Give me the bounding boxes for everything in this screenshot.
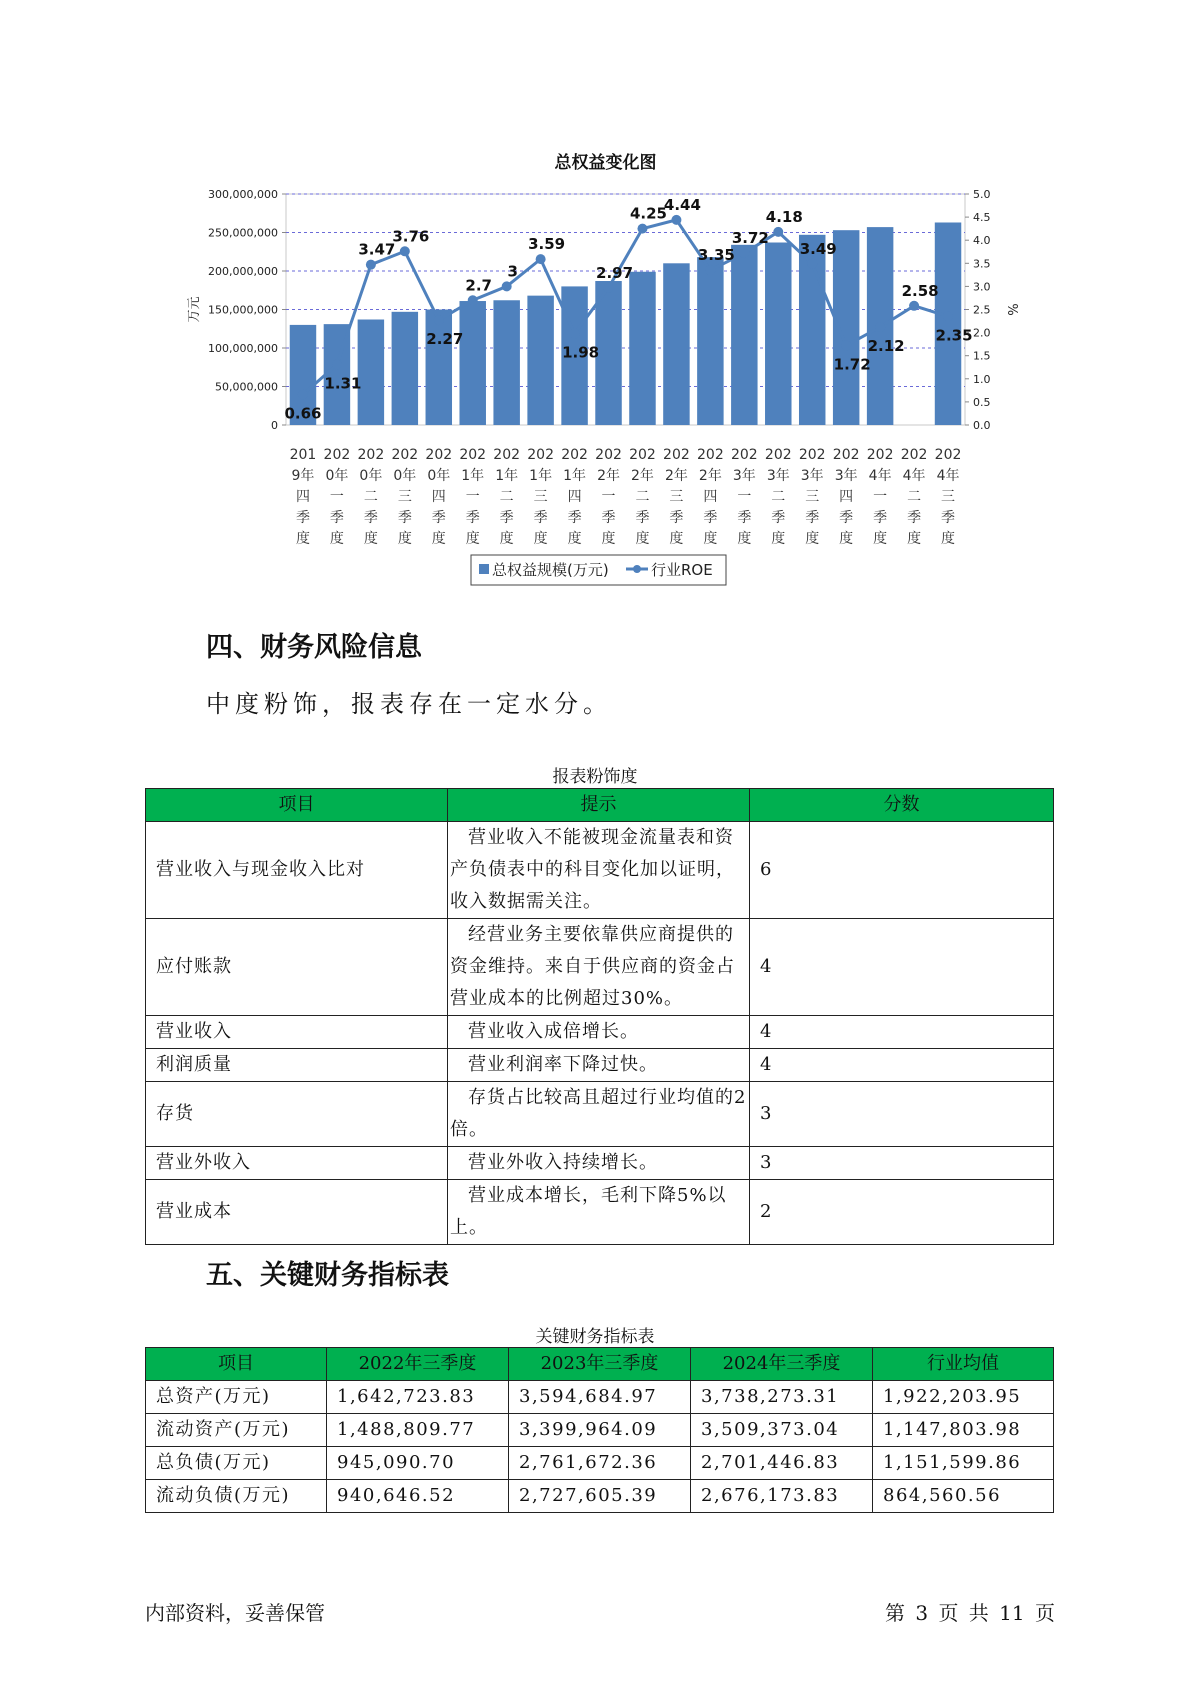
roe-point (671, 215, 681, 225)
kpi-cell: 2,701,446.83 (691, 1447, 873, 1480)
roe-data-label: 2.12 (867, 337, 905, 356)
kpi-header: 行业均值 (873, 1348, 1054, 1381)
y2-tick-label: 0.0 (973, 419, 991, 432)
roe-data-label: 3.47 (358, 240, 396, 259)
roe-data-label: 3.35 (697, 246, 735, 265)
risk-item: 营业外收入 (146, 1147, 448, 1180)
roe-point (468, 295, 478, 305)
roe-point (536, 254, 546, 264)
kpi-cell: 1,147,803.98 (873, 1414, 1054, 1447)
roe-point (943, 311, 953, 321)
roe-data-label: 3.49 (799, 239, 837, 258)
kpi-cell: 864,560.56 (873, 1480, 1054, 1513)
y-tick-label: 100,000,000 (208, 342, 278, 355)
table-row (146, 1147, 1054, 1180)
kpi-cell: 945,090.70 (327, 1447, 509, 1480)
y2-tick-label: 4.5 (973, 211, 991, 225)
table-row (146, 1049, 1054, 1082)
roe-point (909, 301, 919, 311)
risk-hint: 营业外收入持续增长。 (448, 1147, 750, 1180)
bar (731, 245, 757, 425)
risk-table-caption: 报表粉饰度 (552, 767, 638, 787)
kpi-cell: 3,509,373.04 (691, 1414, 873, 1447)
x-tick-label: 202 4年二季度 (900, 447, 928, 547)
risk-hint: 营业收入成倍增长。 (448, 1016, 750, 1049)
x-tick-label: 202 4年一季度 (866, 447, 894, 547)
table-row (146, 1414, 1054, 1447)
risk-hint: 经营业务主要依靠供应商提供的资金维持。来自于供应商的资金占营业成本的比例超过30%。 (448, 919, 750, 1016)
roe-data-label: 3 (507, 262, 518, 281)
roe-data-label: 4.25 (629, 204, 667, 223)
risk-score: 4 (750, 1049, 1054, 1082)
roe-data-label: 3.76 (392, 227, 430, 246)
y-tick-label: 300,000,000 (208, 188, 278, 201)
bar (663, 263, 689, 425)
x-tick-label: 202 0年四季度 (425, 447, 453, 547)
roe-data-label: 3.72 (731, 229, 769, 248)
risk-score: 4 (750, 1016, 1054, 1049)
footer-confidential-note: 内部资料，妥善保管 (145, 1601, 325, 1625)
kpi-cell: 3,594,684.97 (509, 1381, 691, 1414)
risk-score: 4 (750, 919, 1054, 1016)
roe-data-label: 2.35 (935, 326, 973, 345)
y2-tick-label: 1.5 (973, 349, 991, 363)
y2-axis-label: % (1004, 303, 1019, 316)
table-row (146, 1016, 1054, 1049)
roe-point (875, 322, 885, 332)
x-tick-label: 202 0年三季度 (391, 447, 419, 547)
kpi-cell: 2,676,173.83 (691, 1480, 873, 1513)
legend-bar-label: 总权益规模(万元) (492, 561, 609, 579)
legend-line-marker (633, 565, 641, 573)
roe-data-label: 1.31 (324, 374, 362, 393)
chart-title: 总权益变化图 (554, 153, 657, 173)
roe-point (570, 329, 580, 339)
bar (358, 320, 384, 425)
kpi-cell: 流动资产(万元) (146, 1414, 327, 1447)
table-row (146, 1082, 1054, 1147)
x-tick-label: 202 2年二季度 (629, 447, 656, 547)
kpi-cell: 总负债(万元) (146, 1447, 327, 1480)
footer-page-number: 第 3 页 共 11 页 (885, 1601, 1055, 1625)
risk-header-hint: 提示 (448, 789, 750, 822)
kpi-header: 2023年三季度 (509, 1348, 691, 1381)
risk-hint: 营业成本增长，毛利下降5%以上。 (448, 1180, 750, 1245)
table-row (146, 1447, 1054, 1480)
risk-table-header-row (146, 789, 1054, 822)
y2-tick-label: 0.5 (973, 395, 991, 409)
x-tick-label: 202 1年一季度 (459, 447, 487, 547)
risk-score: 2 (750, 1180, 1054, 1245)
y2-tick-label: 2.5 (973, 303, 991, 317)
risk-item: 营业收入 (146, 1016, 448, 1049)
kpi-table (145, 1347, 1054, 1513)
kpi-table-caption: 关键财务指标表 (535, 1327, 655, 1347)
bar (426, 310, 452, 426)
legend-bar-swatch (479, 564, 489, 574)
y-tick-label: 150,000,000 (208, 303, 278, 317)
risk-item: 营业收入与现金收入比对 (146, 822, 448, 919)
kpi-section-heading: 五、关键财务指标表 (206, 1260, 449, 1291)
risk-table (145, 788, 1054, 1245)
roe-point (841, 341, 851, 351)
roe-point (604, 283, 614, 293)
risk-hint: 存货占比较高且超过行业均值的2倍。 (448, 1082, 750, 1147)
y-axis-label: 万元 (187, 296, 202, 323)
risk-header-item: 项目 (146, 789, 448, 822)
roe-point (366, 260, 376, 270)
bar (833, 230, 859, 425)
risk-item: 利润质量 (146, 1049, 448, 1082)
roe-data-label: 2.58 (901, 281, 939, 300)
roe-point (739, 248, 749, 258)
x-tick-label: 202 3年一季度 (730, 447, 758, 547)
roe-point (502, 281, 512, 291)
risk-item: 营业成本 (146, 1180, 448, 1245)
risk-score: 6 (750, 822, 1054, 919)
roe-data-label: 4.18 (765, 207, 803, 226)
bar (629, 272, 655, 425)
y-tick-label: 50,000,000 (215, 380, 278, 394)
risk-section-heading: 四、财务风险信息 (206, 632, 422, 663)
kpi-header: 项目 (146, 1348, 327, 1381)
x-tick-label: 202 4年三季度 (934, 447, 962, 547)
roe-data-label: 3.59 (528, 235, 566, 254)
bar (765, 243, 791, 425)
roe-data-label: 1.98 (562, 343, 600, 362)
x-tick-label: 202 0年二季度 (357, 447, 385, 547)
roe-point (434, 315, 444, 325)
x-tick-label: 202 1年三季度 (527, 447, 554, 547)
y2-tick-label: 3.0 (973, 280, 991, 294)
roe-data-label: 4.44 (663, 195, 701, 214)
table-row (146, 1381, 1054, 1414)
risk-header-score: 分数 (750, 789, 1054, 822)
roe-data-label: 2.27 (426, 330, 464, 349)
risk-hint: 营业收入不能被现金流量表和资产负债表中的科目变化加以证明，收入数据需关注。 (448, 822, 750, 919)
table-row (146, 1180, 1054, 1245)
y2-tick-label: 5.0 (973, 188, 991, 201)
x-tick-label: 202 3年三季度 (798, 447, 826, 547)
roe-point (400, 246, 410, 256)
y2-tick-label: 3.5 (973, 257, 991, 271)
roe-point (637, 224, 647, 234)
roe-point (332, 359, 342, 369)
table-row (146, 919, 1054, 1016)
roe-point (705, 265, 715, 275)
bar (935, 222, 961, 425)
roe-data-label: 0.66 (284, 404, 322, 423)
x-tick-label: 202 2年四季度 (697, 447, 724, 547)
kpi-cell: 1,151,599.86 (873, 1447, 1054, 1480)
x-tick-label: 201 9年四季度 (289, 447, 317, 547)
roe-point (298, 390, 308, 400)
bar (392, 312, 418, 425)
risk-item: 应付账款 (146, 919, 448, 1016)
risk-score: 3 (750, 1082, 1054, 1147)
bar (459, 301, 485, 425)
bar (527, 296, 553, 425)
x-tick-label: 202 3年四季度 (832, 447, 860, 547)
y2-tick-label: 2.0 (973, 326, 991, 340)
kpi-cell: 940,646.52 (327, 1480, 509, 1513)
x-tick-label: 202 1年四季度 (561, 447, 588, 547)
risk-hint: 营业利润率下降过快。 (448, 1049, 750, 1082)
kpi-cell: 1,642,723.83 (327, 1381, 509, 1414)
kpi-table-header-row (146, 1348, 1054, 1381)
x-tick-label: 202 3年二季度 (764, 447, 792, 547)
roe-data-label: 1.72 (833, 355, 871, 374)
kpi-cell: 2,761,672.36 (509, 1447, 691, 1480)
kpi-header: 2024年三季度 (691, 1348, 873, 1381)
x-tick-label: 202 0年一季度 (323, 447, 351, 547)
x-tick-label: 202 2年三季度 (663, 447, 690, 547)
roe-point (773, 227, 783, 237)
kpi-cell: 1,488,809.77 (327, 1414, 509, 1447)
y2-tick-label: 4.0 (973, 234, 991, 248)
y2-tick-label: 1.0 (973, 372, 991, 386)
roe-data-label: 2.7 (465, 276, 493, 295)
kpi-cell: 2,727,605.39 (509, 1480, 691, 1513)
roe-point (807, 259, 817, 269)
table-row (146, 822, 1054, 919)
bar (697, 257, 723, 425)
kpi-cell: 3,399,964.09 (509, 1414, 691, 1447)
x-tick-label: 202 2年一季度 (595, 447, 622, 547)
y-tick-label: 0 (271, 419, 278, 432)
kpi-cell: 1,922,203.95 (873, 1381, 1054, 1414)
equity-chart (0, 0, 1191, 600)
table-row (146, 1480, 1054, 1513)
bar (493, 300, 519, 425)
kpi-cell: 3,738,273.31 (691, 1381, 873, 1414)
x-tick-label: 202 1年二季度 (493, 447, 521, 547)
y-tick-label: 200,000,000 (208, 265, 278, 278)
roe-data-label: 2.97 (596, 263, 634, 282)
kpi-cell: 总资产(万元) (146, 1381, 327, 1414)
risk-summary: 中度粉饰，报表存在一定水分。 (206, 690, 612, 718)
legend-line-label: 行业ROE (651, 561, 713, 579)
kpi-header: 2022年三季度 (327, 1348, 509, 1381)
risk-score: 3 (750, 1147, 1054, 1180)
y-tick-label: 250,000,000 (208, 226, 278, 240)
kpi-cell: 流动负债(万元) (146, 1480, 327, 1513)
risk-item: 存货 (146, 1082, 448, 1147)
